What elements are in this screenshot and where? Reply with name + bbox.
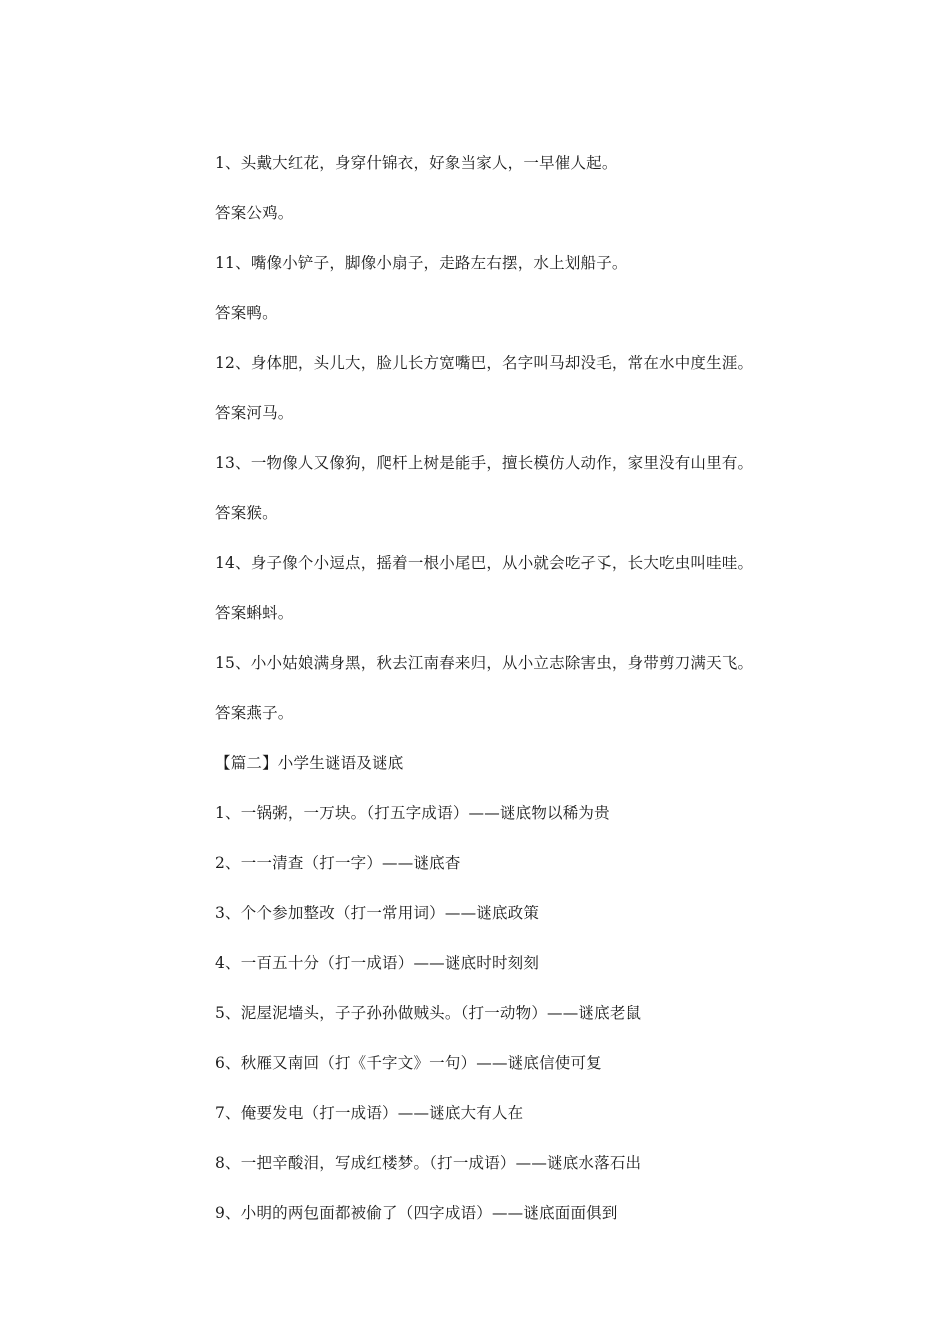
- answer-line: 答案鸭。: [215, 304, 278, 322]
- riddle-line: 5、泥屋泥墙头，子子孙孙做贼头。（打一动物）——谜底老鼠: [215, 1004, 642, 1022]
- riddle-line: 1、一锅粥，一万块。（打五字成语）——谜底物以稀为贵: [215, 804, 610, 822]
- riddle-line: 3、个个参加整改（打一常用词）——谜底政策: [215, 904, 540, 922]
- riddle-line: 7、俺要发电（打一成语）——谜底大有人在: [215, 1104, 524, 1122]
- riddle-line: 8、一把辛酸泪，写成红楼梦。（打一成语）——谜底水落石出: [215, 1154, 642, 1172]
- answer-line: 答案猴。: [215, 504, 278, 522]
- answer-line: 答案公鸡。: [215, 204, 294, 222]
- riddle-line: 4、一百五十分（打一成语）——谜底时时刻刻: [215, 954, 540, 972]
- riddle-line: 15、小小姑娘满身黑，秋去江南春来归，从小立志除害虫，身带剪刀满天飞。: [215, 654, 754, 672]
- answer-line: 答案河马。: [215, 404, 294, 422]
- answer-line: 答案燕子。: [215, 704, 294, 722]
- riddle-line: 2、一一清查（打一字）——谜底杳: [215, 854, 461, 872]
- riddle-line: 12、身体肥，头儿大，脸儿长方宽嘴巴，名字叫马却没毛，常在水中度生涯。: [215, 354, 754, 372]
- riddle-line: 11、嘴像小铲子，脚像小扇子，走路左右摆，水上划船子。: [215, 254, 628, 272]
- riddle-line: 6、秋雁又南回（打《千字文》一句）——谜底信使可复: [215, 1054, 602, 1072]
- riddle-line: 14、身子像个小逗点，摇着一根小尾巴，从小就会吃孑孓，长大吃虫叫哇哇。: [215, 554, 754, 572]
- riddle-line: 1、头戴大红花，身穿什锦衣，好象当家人，一早催人起。: [215, 154, 618, 172]
- riddle-line: 9、小明的两包面都被偷了（四字成语）——谜底面面俱到: [215, 1204, 618, 1222]
- section-heading: 【篇二】小学生谜语及谜底: [215, 754, 404, 772]
- document-body: [215, 146, 855, 1246]
- riddle-line: 13、一物像人又像狗，爬杆上树是能手，擅长模仿人动作，家里没有山里有。: [215, 454, 754, 472]
- answer-line: 答案蝌蚪。: [215, 604, 294, 622]
